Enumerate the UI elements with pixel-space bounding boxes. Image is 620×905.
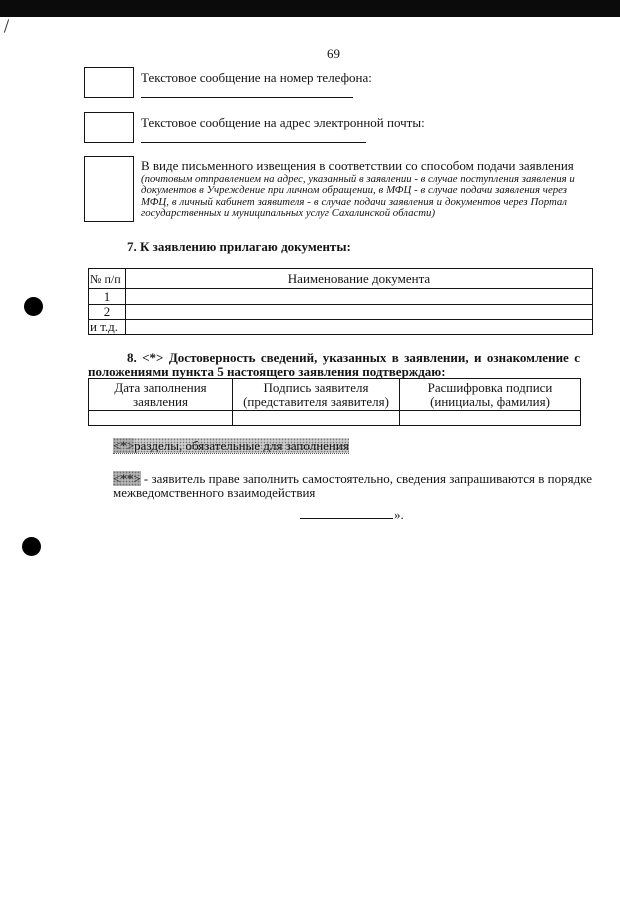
written-notice-note-line: государственных и муниципальных услуг Сахалинской области): [141, 207, 436, 219]
scan-dark-edge: [0, 0, 620, 17]
fill-date-cell: [89, 411, 233, 426]
column-header-document-name: Наименование документа: [126, 269, 593, 289]
signature-cell: [233, 411, 400, 426]
table-row: [89, 320, 593, 335]
table-header-row: [89, 379, 581, 411]
table-row: [89, 305, 593, 320]
documents-table: [88, 268, 593, 335]
section-8-heading-line: положениями пункта 5 настоящего заявления подтверждаю:: [88, 364, 446, 379]
punch-hole: [24, 297, 43, 316]
email-message-label: Текстовое сообщение на адрес электронной почты:: [141, 115, 425, 130]
column-header-fill-date: [89, 379, 233, 411]
closing-fill-line: [300, 518, 393, 519]
written-notice-label: В виде письменного извещения в соответствии со способом подачи заявления: [141, 158, 574, 173]
column-header-line: (представителя заявителя): [243, 393, 389, 409]
row-number-cell: 2: [89, 305, 126, 320]
table-row: [89, 289, 593, 305]
column-header-line: (инициалы, фамилия): [430, 393, 550, 409]
signature-transcript-cell: [400, 411, 581, 426]
footnote-mark: <**>: [113, 471, 141, 486]
phone-sms-checkbox: [84, 67, 134, 98]
written-notice-note-line: (почтовым отправлением на адрес, указанный в заявлении - в случае поступления заявления и: [141, 173, 575, 185]
phone-number-fill-line: [141, 97, 353, 98]
confirmation-table: [88, 378, 581, 426]
column-header-signature-transcript: [400, 379, 581, 411]
written-notice-note-line: документов в Учреждение при личном обращении, в МФЦ - в случае подачи заявления через: [141, 184, 567, 196]
footnote-mark: <*>: [113, 438, 135, 453]
column-header-line: Подпись заявителя: [263, 379, 369, 395]
table-row: [89, 411, 581, 426]
scan-mark: [4, 19, 9, 33]
document-name-cell: [126, 305, 593, 320]
document-name-cell: [126, 289, 593, 305]
document-name-cell: [126, 320, 593, 335]
column-header-line: Расшифровка подписи: [427, 379, 553, 395]
written-notice-note-line: МФЦ, в личный кабинет заявителя - в случае подачи заявления и документов через Портал: [141, 196, 567, 208]
page-number: 69: [327, 46, 340, 61]
email-fill-line: [141, 142, 366, 143]
footnote-text: разделы, обязательные для заполнения: [134, 438, 349, 453]
row-number-cell: и т.д.: [89, 320, 126, 335]
footnote-text: - заявитель праве заполнить самостоятельно, сведения запрашиваются в порядке: [143, 471, 592, 486]
closing-quote: ».: [394, 507, 404, 522]
written-notice-checkbox: [84, 156, 134, 222]
email-message-checkbox: [84, 112, 134, 143]
footnote-mandatory: [113, 438, 349, 454]
section-7-heading: 7. К заявлению прилагаю документы:: [127, 239, 351, 254]
column-header-line: заявления: [132, 393, 188, 409]
table-header-row: [89, 269, 593, 289]
column-header-line: Дата заполнения: [114, 379, 207, 395]
section-8-heading-line: 8. <*> Достоверность сведений, указанных в заявлении, и ознакомление с: [127, 350, 580, 365]
footnote-text-continued: межведомственного взаимодействия: [113, 485, 316, 500]
footnote-optional: [113, 471, 592, 486]
column-header-signature: [233, 379, 400, 411]
row-number-cell: 1: [89, 289, 126, 305]
punch-hole: [22, 537, 41, 556]
column-header-number: № п/п: [89, 269, 126, 289]
phone-sms-label: Текстовое сообщение на номер телефона:: [141, 70, 372, 85]
